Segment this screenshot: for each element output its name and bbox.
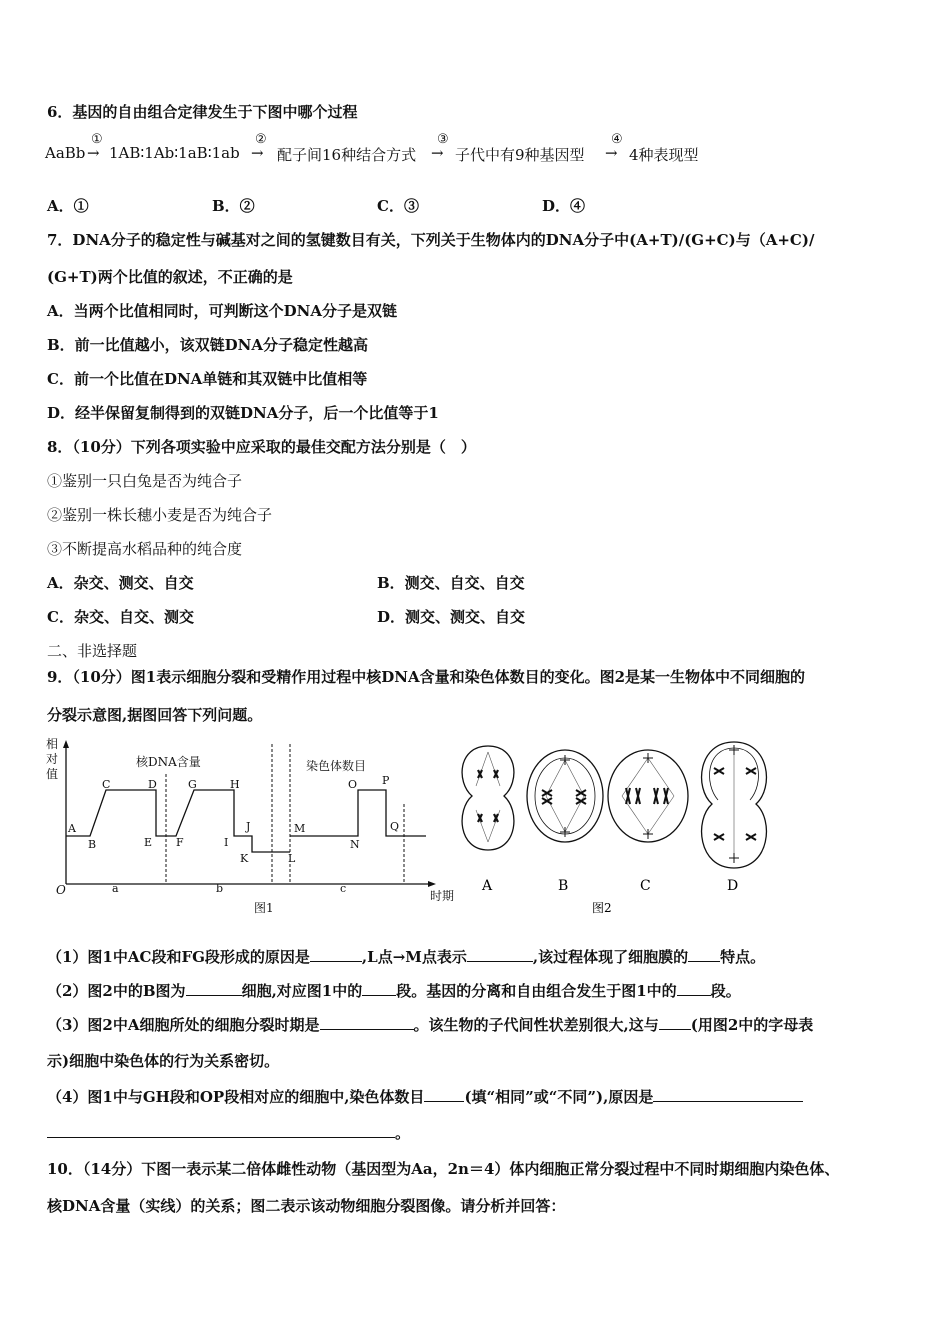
flow-step-3: 子代中有9种基因型: [455, 146, 585, 164]
q6-option-c[interactable]: C．③: [377, 197, 419, 215]
q9-sub2: [47, 981, 741, 1001]
section-title: 二、非选择题: [47, 642, 138, 660]
q9-sub3-text: （3）图2中A细胞所处的细胞分裂时期是: [47, 1016, 320, 1034]
q9-sub3-cont: 示)细胞中染色体的行为关系密切。: [47, 1052, 280, 1070]
q9-figure-1: [44, 734, 464, 916]
q9-sub3: [47, 1015, 813, 1035]
flow-circle-2: ②: [255, 132, 267, 147]
fig2-cell-b: [527, 750, 603, 842]
q9-sub3-blank-1[interactable]: [320, 1015, 414, 1030]
flow-gametes: 1AB∶1Ab∶1aB∶1ab: [109, 144, 240, 162]
q9-sub2-text: （2）图2中的B图为: [47, 982, 186, 1000]
fig2-label-c: C: [640, 878, 651, 894]
q9-sub1-blank-2[interactable]: [467, 947, 533, 962]
flow-circle-1: ①: [91, 132, 103, 147]
q8-option-a[interactable]: A．杂交、测交、自交: [47, 574, 194, 592]
fig2-caption: 图2: [592, 901, 612, 915]
q8-stem: 8．（10分）下列各项实验中应采取的最佳交配方法分别是（ ）: [47, 438, 476, 456]
q8-item-2: ②鉴别一株长穗小麦是否为纯合子: [47, 506, 273, 524]
flow-arrow-1-icon: →: [87, 144, 100, 162]
fig1-origin: O: [56, 883, 66, 897]
q6-option-b[interactable]: B．②: [212, 197, 255, 215]
fig1-point-L: L: [288, 852, 296, 865]
fig1-ylabel-2: 对: [46, 752, 59, 766]
fig1-point-B: B: [88, 838, 97, 851]
q9-sub4-blank-1[interactable]: [424, 1087, 464, 1102]
q9-sub1-text-c: ,该过程体现了细胞膜的: [532, 948, 689, 966]
q7-option-c[interactable]: C．前一个比值在DNA单链和其双链中比值相等: [47, 370, 368, 388]
fig1-chrom-curve: [290, 790, 426, 836]
q7-stem-line2: (G+T)两个比值的叙述，不正确的是: [47, 268, 293, 286]
q6-stem: 6．基因的自由组合定律发生于下图中哪个过程: [47, 103, 358, 121]
fig2-cell-d: [702, 742, 767, 868]
fig1-ylabel-3: 值: [46, 767, 59, 781]
fig1-point-C: C: [102, 778, 111, 791]
flow-arrow-4-icon: →: [605, 144, 618, 162]
fig1-x-arrow-icon: [428, 881, 436, 887]
q6-option-d[interactable]: D．④: [542, 197, 586, 215]
flow-arrow-2-icon: →: [251, 144, 264, 162]
fig1-point-N: N: [350, 838, 360, 851]
q9-sub1-text-b: ,L点→M点表示: [361, 948, 467, 966]
fig1-ylabel-1: 相: [46, 737, 59, 751]
q9-sub3-text-c: (用图2中的字母表: [690, 1016, 814, 1034]
fig1-period-a: a: [112, 882, 119, 895]
fig2-label-a: A: [482, 878, 493, 894]
q7-option-d[interactable]: D．经半保留复制得到的双链DNA分子，后一个比值等于1: [47, 404, 439, 422]
q7-option-a[interactable]: A．当两个比值相同时，可判断这个DNA分子是双链: [47, 302, 397, 320]
fig2-cell-a: [462, 746, 514, 850]
q9-sub2-blank-3[interactable]: [677, 981, 711, 996]
fig1-point-P: P: [382, 774, 390, 787]
fig1-dna-label: 核DNA含量: [136, 755, 201, 769]
q8-item-1: ①鉴别一只白兔是否为纯合子: [47, 472, 243, 490]
q9-sub4-text-b: (填“相同”或“不同”),原因是: [464, 1088, 654, 1106]
fig1-point-Q: Q: [390, 820, 400, 833]
q7-stem-line1: 7．DNA分子的稳定性与碱基对之间的氢键数目有关，下列关于生物体内的DNA分子中(A+T)/(G+C)与（A+C)/: [47, 231, 815, 249]
fig1-period-b: b: [216, 882, 224, 895]
q9-sub2-text-d: 段。: [710, 982, 741, 1000]
q9-sub1-blank-1[interactable]: [310, 947, 362, 962]
fig1-point-I: I: [224, 836, 229, 849]
fig2-cell-c: [608, 750, 688, 842]
q9-sub2-text-b: 细胞,对应图1中的: [241, 982, 363, 1000]
q9-sub1-blank-3[interactable]: [688, 947, 720, 962]
q9-sub1-text-d: 特点。: [720, 948, 766, 966]
q9-stem-line1: 9．（10分）图1表示细胞分裂和受精作用过程中核DNA含量和染色体数目的变化。图2是某一生物体中不同细胞的: [47, 668, 806, 686]
flow-step-2: 配子间16种结合方式: [277, 146, 417, 164]
q9-stem-line2: 分裂示意图,据图回答下列问题。: [47, 706, 263, 724]
fig1-point-M: M: [294, 822, 306, 835]
q9-sub2-blank-1[interactable]: [186, 981, 242, 996]
q6-flow-diagram: [45, 132, 725, 168]
q10-stem-line1: 10．（14分）下图一表示某二倍体雌性动物（基因型为Aa，2n＝4）体内细胞正常分裂过程中不同时期细胞内染色体、: [47, 1160, 840, 1178]
q8-option-d[interactable]: D．测交、测交、自交: [377, 608, 526, 626]
flow-step-4: 4种表现型: [629, 146, 699, 164]
flow-start: AaBb: [45, 144, 86, 162]
fig1-point-G: G: [188, 778, 197, 791]
fig1-point-H: H: [230, 778, 240, 791]
fig1-point-K: K: [240, 852, 249, 865]
q9-sub4-blank-2[interactable]: [653, 1087, 803, 1102]
flow-circle-3: ③: [437, 132, 449, 147]
q8-option-b[interactable]: B．测交、自交、自交: [377, 574, 525, 592]
q6-option-a[interactable]: A．①: [47, 197, 89, 215]
q9-sub4-text: （4）图1中与GH段和OP段相对应的细胞中,染色体数目: [47, 1088, 425, 1106]
flow-arrow-3-icon: →: [431, 144, 444, 162]
fig1-y-arrow-icon: [63, 740, 69, 748]
q9-sub4-cont: [47, 1123, 410, 1143]
q9-figure-2: [450, 738, 790, 918]
q9-sub1: [47, 947, 765, 967]
q10-stem-line2: 核DNA含量（实线）的关系；图二表示该动物细胞分裂图像。请分析并回答：: [47, 1197, 566, 1215]
q9-sub4: [47, 1087, 803, 1107]
fig1-point-A: A: [68, 822, 76, 835]
fig1-point-J: J: [246, 820, 251, 833]
fig1-point-O: O: [348, 778, 358, 791]
fig2-label-b: B: [558, 878, 569, 894]
fig1-point-F: F: [176, 836, 184, 849]
q9-sub2-text-c: 段。基因的分离和自由组合发生于图1中的: [396, 982, 677, 1000]
flow-circle-4: ④: [611, 132, 623, 147]
q9-sub2-blank-2[interactable]: [362, 981, 396, 996]
q8-item-3: ③不断提高水稻品种的纯合度: [47, 540, 243, 558]
fig1-xlabel: 时期: [430, 889, 455, 903]
fig1-point-D: D: [148, 778, 157, 791]
q9-sub3-blank-2[interactable]: [659, 1015, 691, 1030]
q9-sub1-text: （1）图1中AC段和FG段形成的原因是: [47, 948, 310, 966]
fig1-period-c: c: [340, 882, 347, 895]
q9-sub4-blank-3[interactable]: [47, 1123, 395, 1138]
q9-sub3-text-b: 。该生物的子代间性状差别很大,这与: [413, 1016, 659, 1034]
fig2-label-d: D: [727, 878, 739, 894]
q7-option-b[interactable]: B．前一比值越小，该双链DNA分子稳定性越高: [47, 336, 369, 354]
fig1-point-E: E: [144, 836, 153, 849]
q8-option-c[interactable]: C．杂交、自交、测交: [47, 608, 194, 626]
q9-sub4-end: 。: [395, 1124, 411, 1142]
fig1-chrom-label: 染色体数目: [306, 759, 367, 773]
fig1-caption: 图1: [254, 901, 274, 915]
